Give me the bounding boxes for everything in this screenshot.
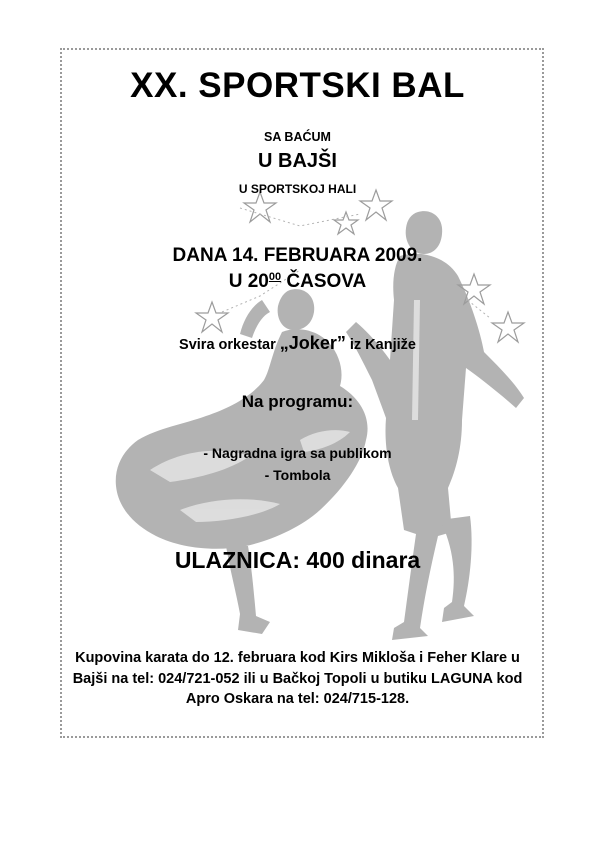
program-item: - Tombola (264, 467, 331, 483)
venue-text: U SPORTSKOJ HALI (238, 182, 357, 196)
band-name: „Joker” (279, 333, 346, 353)
band-suffix: iz Kanjiže (345, 337, 416, 353)
subtitle-with: SA BAĆUM (264, 130, 331, 144)
time-prefix: U 20 (228, 271, 269, 292)
event-time (0, 271, 595, 293)
place-heading: U BAJŠI (258, 150, 337, 172)
program-item: - Nagradna igra sa publikom (203, 445, 392, 461)
band-prefix: Svira orkestar (179, 337, 280, 353)
time-minutes: 00 (268, 271, 282, 283)
event-date: DANA 14. FEBRUARA 2009. (172, 245, 423, 266)
ticket-price: ULAZNICA: 400 dinara (174, 547, 421, 573)
program-heading: Na programu: (241, 392, 354, 411)
time-suffix: ČASOVA (281, 271, 367, 292)
ticket-purchase-info: Kupovina karata do 12. februara kod Kirs Mikloša i Feher Klare u Bajši na tel: 024/721-052 ili u Bačkoj Topoli u butiku LAGUNA kod Apro Oskara na tel: 024/715-128. (72, 650, 523, 707)
poster-title: XX. SPORTSKI BAL (130, 66, 465, 105)
band-line (0, 333, 595, 354)
